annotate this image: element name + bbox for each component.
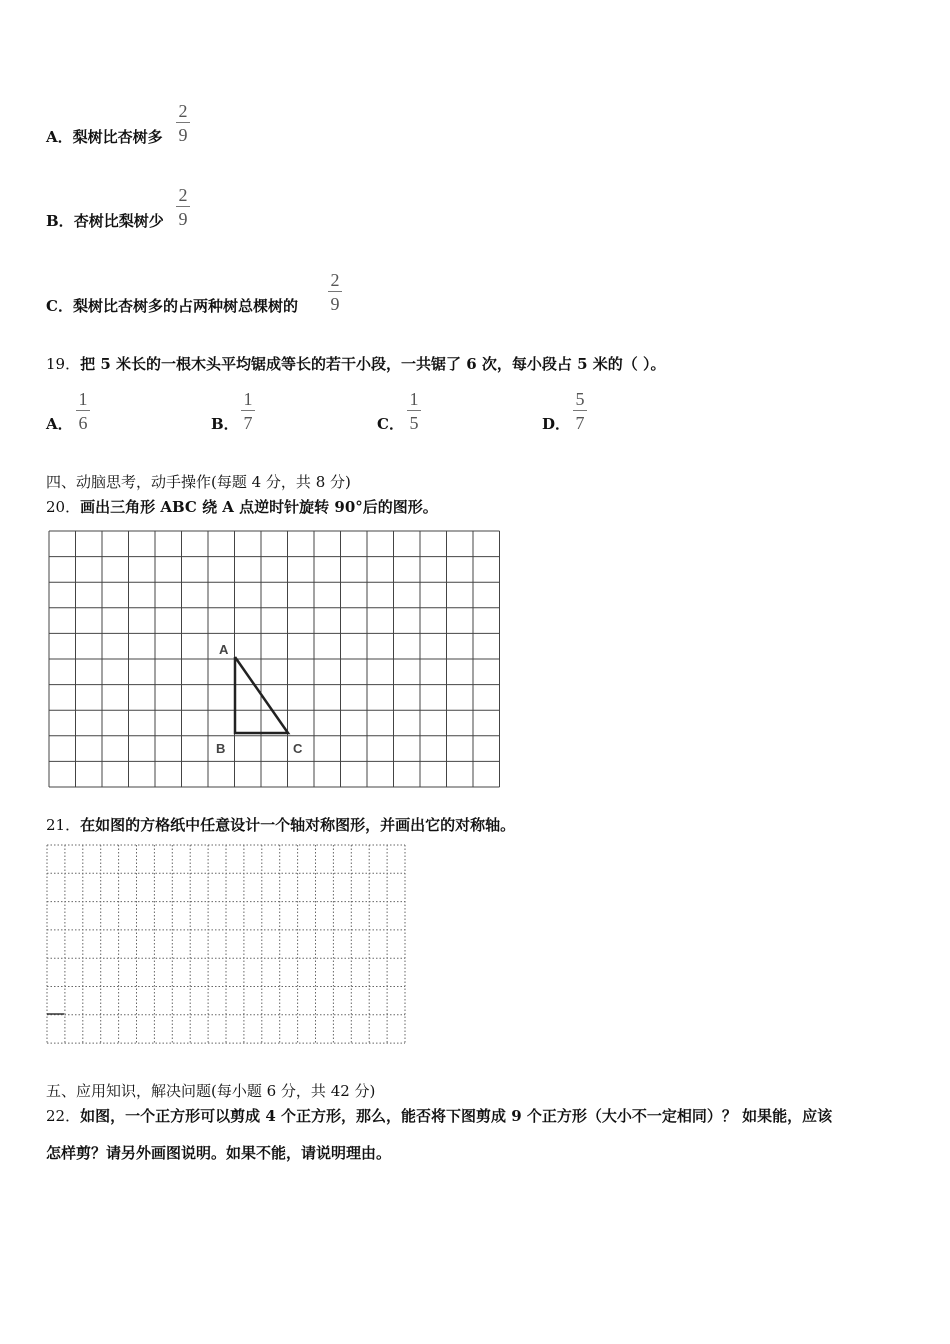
option-label: C． bbox=[46, 297, 73, 315]
numerator: 1 bbox=[407, 389, 421, 411]
question-stem: 把 5 米长的一根木头平均锯成等长的若干小段，一共锯了 6 次，每小段占 5 米的（ ）。 bbox=[80, 355, 666, 373]
q19-option-a-label: A． bbox=[46, 415, 73, 433]
denominator: 9 bbox=[178, 209, 188, 229]
option-text: 梨树比杏树多 bbox=[72, 128, 163, 146]
question-number: 22． bbox=[46, 1107, 81, 1125]
vertex-a-label: A bbox=[219, 642, 229, 657]
numerator: 1 bbox=[76, 389, 90, 411]
q19-option-d-label: D． bbox=[542, 415, 571, 433]
q19-option-c-label: C． bbox=[377, 415, 404, 433]
option-label: A． bbox=[46, 128, 73, 146]
section-4-title: 四、动脑思考，动手操作(每题 4 分，共 8 分) bbox=[46, 473, 351, 491]
option-text: 杏树比梨树少 bbox=[73, 212, 164, 230]
denominator: 5 bbox=[409, 413, 419, 433]
denominator: 7 bbox=[575, 413, 585, 433]
q22-question-line2: 怎样剪？请另外画图说明。如果不能，请说明理由。 bbox=[46, 1144, 392, 1162]
vertex-b-label: B bbox=[216, 741, 226, 756]
option-text: 梨树比杏树多的占两种树总棵树的 bbox=[72, 297, 298, 315]
question-stem: 在如图的方格纸中任意设计一个轴对称图形，并画出它的对称轴。 bbox=[80, 816, 516, 834]
q20-square-grid bbox=[49, 531, 500, 787]
numerator: 2 bbox=[328, 270, 342, 292]
question-stem: 画出三角形 ABC 绕 A 点逆时针旋转 90°后的图形。 bbox=[80, 498, 438, 516]
vertex-c-label: C bbox=[293, 741, 303, 756]
numerator: 2 bbox=[176, 185, 190, 207]
question-number: 21． bbox=[46, 816, 81, 834]
question-stem: 如图，一个正方形可以剪成 4 个正方形，那么，能否将下图剪成 9 个正方形（大小不一定相同）？ 如果能，应该 bbox=[80, 1107, 833, 1125]
denominator: 7 bbox=[243, 413, 253, 433]
denominator: 6 bbox=[78, 413, 88, 433]
q19-option-b-label: B． bbox=[211, 415, 239, 433]
q21-dotted-grid bbox=[47, 845, 405, 1043]
question-number: 19． bbox=[46, 355, 81, 373]
q22-question-line1 bbox=[46, 1106, 832, 1126]
section-5-title: 五、应用知识，解决问题(每小题 6 分，共 42 分) bbox=[46, 1082, 376, 1100]
denominator: 9 bbox=[178, 125, 188, 145]
question-number: 20． bbox=[46, 498, 81, 516]
denominator: 9 bbox=[330, 294, 340, 314]
q21-question bbox=[46, 815, 515, 835]
numerator: 1 bbox=[241, 389, 255, 411]
numerator: 2 bbox=[176, 101, 190, 123]
option-label: B． bbox=[46, 212, 74, 230]
numerator: 5 bbox=[573, 389, 587, 411]
